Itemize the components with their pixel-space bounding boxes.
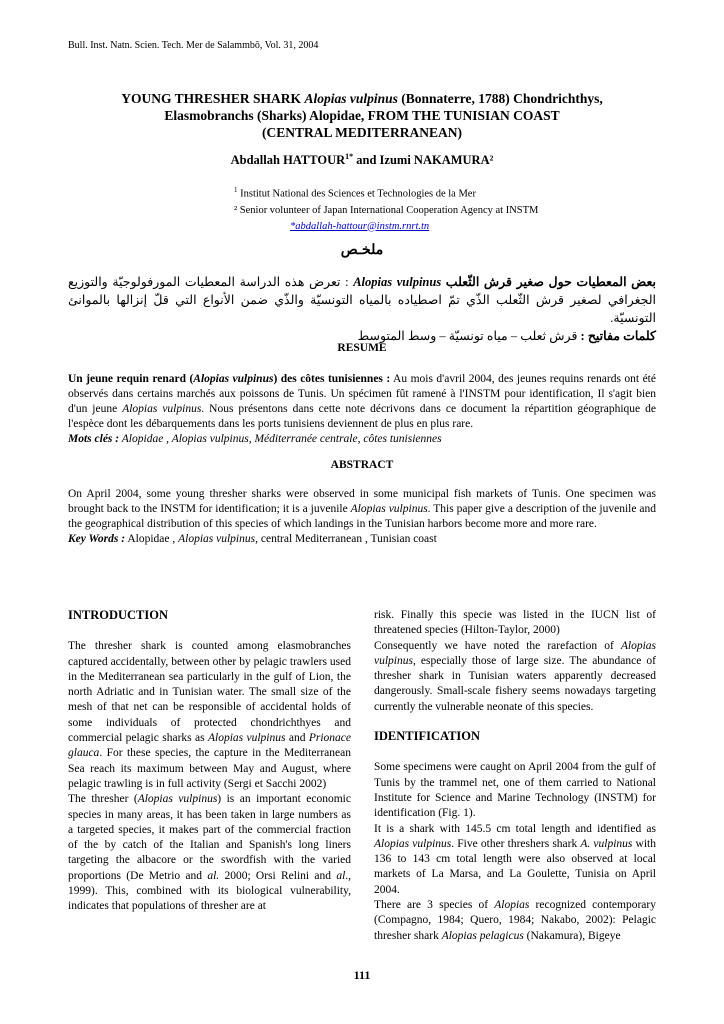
arabic-keywords: كلمات مفاتيح : قرش ثعلب – مياه تونسيّة – وسط المتوسط [357, 329, 656, 343]
abstract-keywords-label: Key Words : [68, 533, 126, 545]
identification-paragraph-1: Some specimens were caught on April 2004 from the gulf of Tunis by the trammel net, one of them carried to National Institute for Science and Marine Technology (INSTM) for identification (Fig. 1). [374, 761, 656, 820]
title-line-2: Elasmobranchs (Sharks) Alopidae, FROM THE TUNISIAN COAST [164, 108, 560, 123]
right-column [374, 608, 656, 944]
email-link[interactable]: *abdallah-hattour@instm.rnrt.tn [290, 220, 430, 232]
resume-keywords-label: Mots clés : [68, 433, 120, 445]
introduction-heading: INTRODUCTION [68, 608, 169, 622]
journal-header: Bull. Inst. Natn. Scien. Tech. Mer de Salammbô, Vol. 31, 2004 [68, 40, 319, 51]
arabic-abstract-heading: ملخـص [340, 243, 384, 258]
title-line-1: YOUNG THRESHER SHARK Alopias vulpinus (Bonnaterre, 1788) Chondrichthys, [121, 91, 603, 106]
affiliation-1: $^1$ Institut National des Sciences et Technologies de la Mer [234, 186, 476, 200]
affiliations [234, 182, 538, 235]
authors: Abdallah $HATTOUR^{1*}$ and Izumi NAKAMURA² [230, 152, 494, 168]
identification-heading: IDENTIFICATION [374, 729, 481, 744]
intro-paragraph-1: The thresher shark is counted among elasmobranches captured accidentally, between other by pelagic trawlers used in the Mediterranean sea particularly in the gulf of Lion, the north Adriatic and in Tunisian water. The small size of the mesh of that net can be responsible of accidental holds of some individuals of protected chondrichthyes and commercial pelagic sharks as Alopias vulpinus and Prionace glauca. For these species, the capture in the Mediterranean Sea reach its maximum between May and August, where pelagic trawling is in full activity (Sergi et Sacchi 2002) [68, 640, 351, 790]
identification-paragraph-3: There are 3 species of Alopias recognized contemporary (Compagno, 1984; Quero, 1984; Nakabo, 2002): Pelagic thresher shark Alopias pelagicus (Nakamura), Bigeye [374, 899, 656, 942]
title-line-3: (CENTRAL MEDITERRANEAN) [262, 125, 462, 140]
intro-paragraph-3: risk. Finally this specie was listed in the IUCN list of threatened species (Hilton-Taylor, 2000) [374, 609, 656, 637]
intro-paragraph-4: Consequently we have noted the rarefaction of Alopias vulpinus, especially those of large size. The abundance of thresher shark in Tunisian waters apparently decreased dangerously. Small-scale fishery seems nowadays targeting currently the vulnerable neonate of this species. [374, 639, 656, 713]
intro-paragraph-2: The thresher (Alopias vulpinus) is an important economic species in many areas, it has been taken in large numbers as a targeted species, it makes part of the commercial fraction of the by catch of the Italian and Spanish's long liners targeting the albacore or the swordfish with the varied proportions (De Metrio and al. 2000; Orsi Relini and al., 1999). This, combined with its biological vulnerability, indicates that populations of thresher are at [68, 793, 352, 913]
paper-title [60, 90, 664, 141]
abstract-heading: ABSTRACT [330, 459, 394, 471]
title-species: Alopias vulpinus [304, 91, 398, 106]
identification-paragraph-2: It is a shark with 145.5 cm total length and identified as Alopias vulpinus. Five other threshers shark A. vulpinus with 136 to 143 cm total length were also observed at local markets of La Marsa, and La Goulette, Tunisia on April 2004. [374, 822, 656, 896]
resume-heading: RESUME [337, 342, 387, 354]
page-number: 111 [353, 968, 371, 982]
abstract-text: On April 2004, some young thresher sharks were observed in some municipal fish markets of Tunis. One specimen was brought back to the INSTM for identification; it is a juvenile Alopias vulpinus. This paper give a description of the juvenile and the geographical distribution of this species of which landings in the Tunisian harbors become more and more rare. Key Words : Alopidae , Alopias vulpinus, central Mediterranean , Tunisian coast [68, 488, 656, 545]
author-sup: 1* [345, 152, 354, 161]
resume-keywords: Alopidae , Alopias vulpinus, Méditerranée centrale, côtes tunisiennes [119, 433, 442, 445]
left-column [68, 608, 351, 915]
affiliation-2: ² Senior volunteer of Japan International Cooperation Agency at INSTM [234, 204, 539, 216]
arabic-abstract [68, 273, 656, 345]
resume-text: Un jeune requin renard (Alopias vulpinus) des côtes tunisiennes : Au mois d'avril 2004, des jeunes requins renards ont été observés dans certains marchés aux poissons de Tunis. Un spécimen fût ramené à l'INSTM pour identification, Il s'agit bien d'un jeune Alopias vulpinus. Nous présentons dans cette note décrivons dans ce document la répartition géographique de l'espèce dont les débarquements dans les ports tunisiens deviennent de plus en plus rare. Mots clés : Alopidae , Alopias vulpinus, Méditerranée centrale, côtes tunisiennes [68, 373, 656, 445]
arabic-abstract-text: بعض المعطيات حول صغير قرش الثّعلب Alopias vulpinus : تعرض هذه الدراسة المعطيات المورفولوجيّة والتوزيع الجغرافي لصغير قرش الثّعلب الذّي تمّ اصطياده بالمياه التونسيّة والذّي ضمن الأنواع التي قلّ إنزالها بالموانئ التونسيّة. [68, 275, 656, 325]
